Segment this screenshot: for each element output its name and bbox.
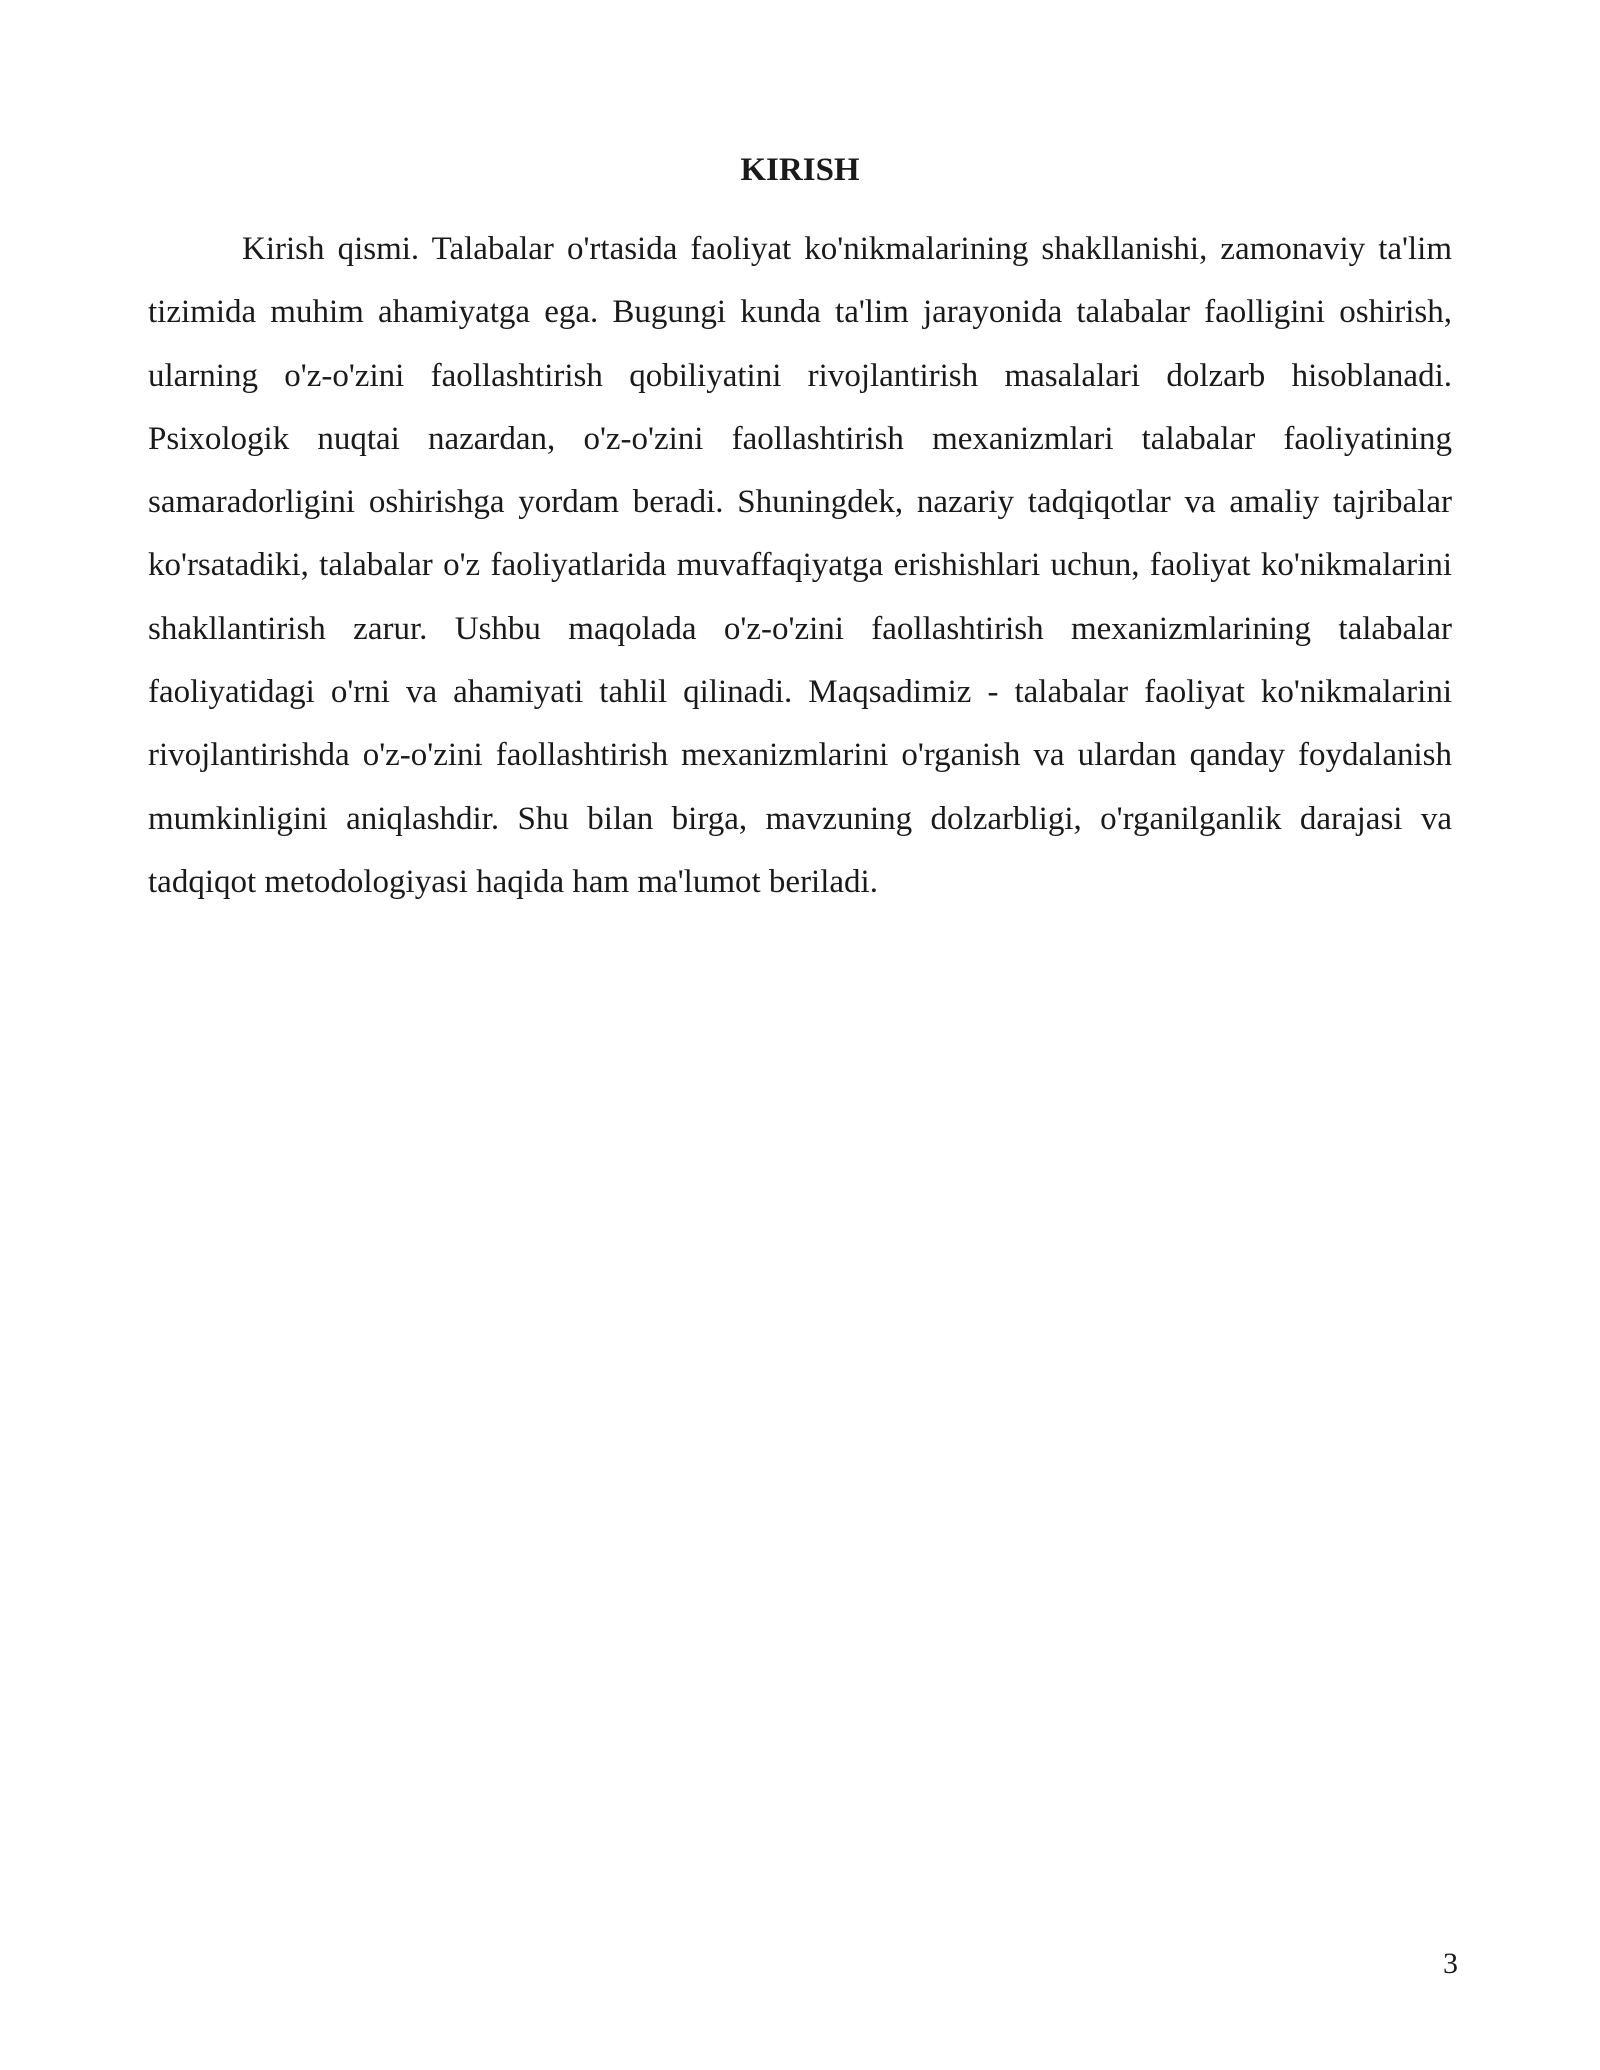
body-paragraph: Kirish qismi. Talabalar o'rtasida faoliyat ko'nikmalarining shakllanishi, zamonaviy ta'lim tizimida muhim ahamiyatga ega. Bugungi kunda ta'lim jarayonida talabalar faolligini oshirish, ularning o'z-o'zini faollashtirish qobiliyatini rivojlantirish masalalari dolzarb hisoblanadi. Psixologik nuqtai nazardan, o'z-o'zini faollashtirish mexanizmlari talabalar faoliyatining samaradorligini oshirishga yordam beradi. Shuningdek, nazariy tadqiqotlar va amaliy tajribalar ko'rsatadiki, talabalar o'z faoliyatlarida muvaffaqiyatga erishishlari uchun, faoliyat ko'nikmalarini shakllantirish zarur. Ushbu maqolada o'z-o'zini faollashtirish mexanizmlarining talabalar faoliyatidagi o'rni va ahamiyati tahlil qilinadi. Maqsadimiz - talabalar faoliyat ko'nikmalarini rivojlantirishda o'z-o'zini faollashtirish mexanizmlarini o'rganish va ulardan qanday foydalanish mumkinligini aniqlashdir. Shu bilan birga, mavzuning dolzarbligi, o'rganilganlik darajasi va tadqiqot metodologiyasi haqida ham ma'lumot beriladi. (148, 231, 1452, 900)
page-number: 3 (1443, 1947, 1458, 1980)
section-heading: KIRISH (740, 152, 860, 188)
